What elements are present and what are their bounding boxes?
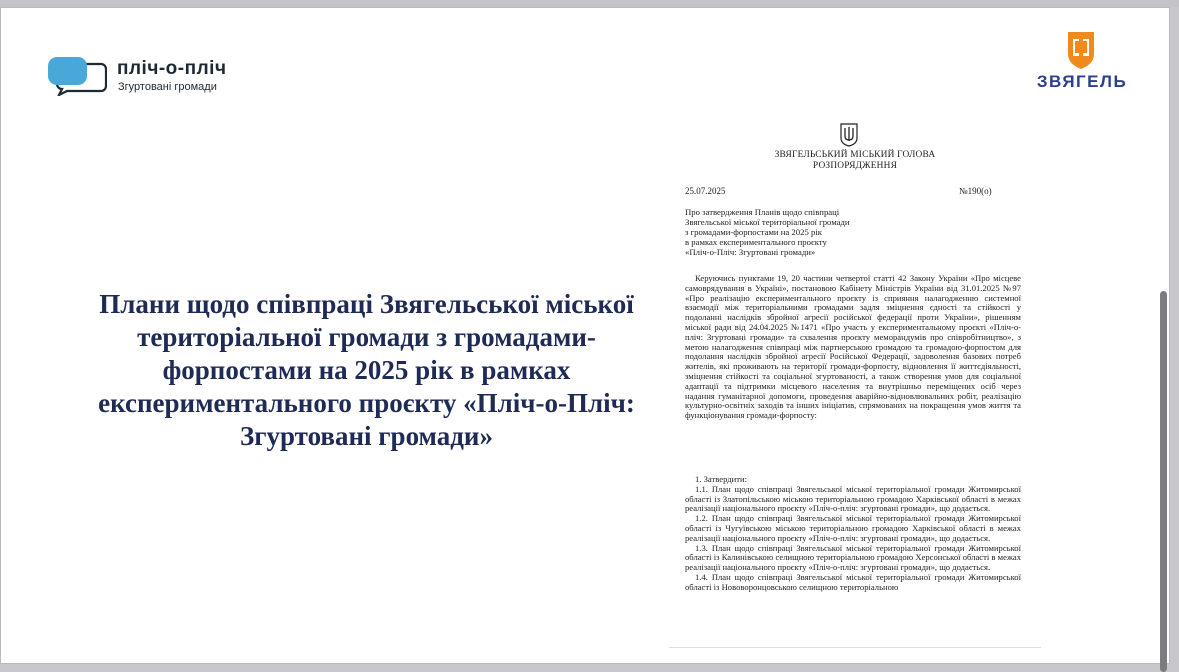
logo-title: пліч-о-пліч xyxy=(117,58,227,79)
plich-o-plich-logo xyxy=(47,54,267,98)
list-item: 1.1. План щодо співпраці Звягельської міської територіальної громади Житомирської області із Златопільською міською територіальною громадою Харківської області в межах реалізації національного проєкту «Пліч-о-пліч: згуртовані громади», що додається. xyxy=(685,483,1021,514)
subject-line: в рамках експериментального проєкту xyxy=(685,236,827,247)
document-list xyxy=(685,475,1021,593)
list-item: 1.3. План щодо співпраці Звягельської міської територіальної громади Житомирської області із Калинівською селищною територіальною громадою Херсонської області в межах реалізації національного проєкту «Пліч-о-пліч: згуртовані громади», що додається. xyxy=(685,542,1021,573)
presentation-slide xyxy=(0,7,1170,664)
document-type: РОЗПОРЯДЖЕННЯ xyxy=(812,161,898,171)
slide-headline: Плани щодо співпраці Звягельської міської територіальної громади з громадами-форпостами на 2025 рік в рамках експериментального проєкту «Пліч-о-Пліч: Згуртовані громади» xyxy=(98,289,635,451)
window-top-strip xyxy=(0,0,1179,7)
subject-line: Звягельської міської територіальної громади xyxy=(685,216,850,227)
vertical-scrollbar[interactable] xyxy=(1160,291,1167,672)
body-paragraph: Керуючись пунктами 19, 20 частини четвертої статті 42 Закону України «Про місцеве самоврядування в Україні», постановою Кабінету Міністрів України від 31.01.2025 №97 «Про реалізацію експериментального проєкту із сприяння налагодженню системної взаємодії між територіальними громадами задля зміцнення єдності та стійкості у подоланні наслідків збройної агресії російської федерації проти України», рішенням міської ради від 24.04.2025 №1471 «Про участь у експериментальному проєкті «Пліч-о-пліч: Згуртовані громади» та схвалення проєкту меморандумів про співробітництво», з метою налагодження співпраці між партнерською громадою та громадою-форпостом для подолання наслідків збройної агресії Російської Федерації, задоволення базових потреб жителів, які проживають на території громади-форпосту, відновлення її життєдіяльності, зміцнення стійкості та соціальної згуртованості, а також створення умов для соціальної адаптації та підтримки місцевого населення та внутрішньо переміщених осіб через надання гуманітарної допомоги, проведення аварійно-відновлювальних робіт, реалізацію культурно-освітніх заходів та інших ініціатив, спрямованих на покращення умов життя та функціонування громади-форпосту: xyxy=(685,273,1021,421)
document-bottom-border xyxy=(669,647,1041,648)
decree-document xyxy=(669,116,1041,648)
logo-subtitle: Згуртовані громади xyxy=(118,81,217,93)
city-crest-icon xyxy=(1064,30,1098,70)
document-subject xyxy=(685,208,895,258)
document-body xyxy=(685,274,1021,421)
zviahel-logo xyxy=(1023,30,1141,94)
subject-line: Про затвердження Планів щодо співпраці xyxy=(685,207,840,217)
document-org: ЗВЯГЕЛЬСЬКИЙ МІСЬКИЙ ГОЛОВА xyxy=(774,150,936,160)
speech-bubbles-icon xyxy=(47,56,107,96)
list-item: 1.4. План щодо співпраці Звягельської міської територіальної громади Житомирської області із Нововоронцовською селищною територіальною xyxy=(685,571,1021,592)
coat-of-arms-icon xyxy=(839,122,859,147)
subject-line: з громадами-форпостами на 2025 рік xyxy=(685,226,822,237)
document-date: 25.07.2025 xyxy=(685,186,726,196)
city-name: ЗВЯГЕЛЬ xyxy=(1036,72,1128,91)
document-header xyxy=(669,150,1041,172)
subject-line: «Пліч-о-Пліч: Згуртовані громади» xyxy=(685,246,816,257)
list-item: 1.2. План щодо співпраці Звягельської міської територіальної громади Житомирської області із Чугуївською міською територіальною громадою Харківської області в межах реалізації національного проєкту «Пліч-о-пліч: згуртовані громади», що додається. xyxy=(685,513,1021,543)
list-heading: 1. Затвердити: xyxy=(695,474,747,484)
document-number: №190(о) xyxy=(959,186,992,196)
